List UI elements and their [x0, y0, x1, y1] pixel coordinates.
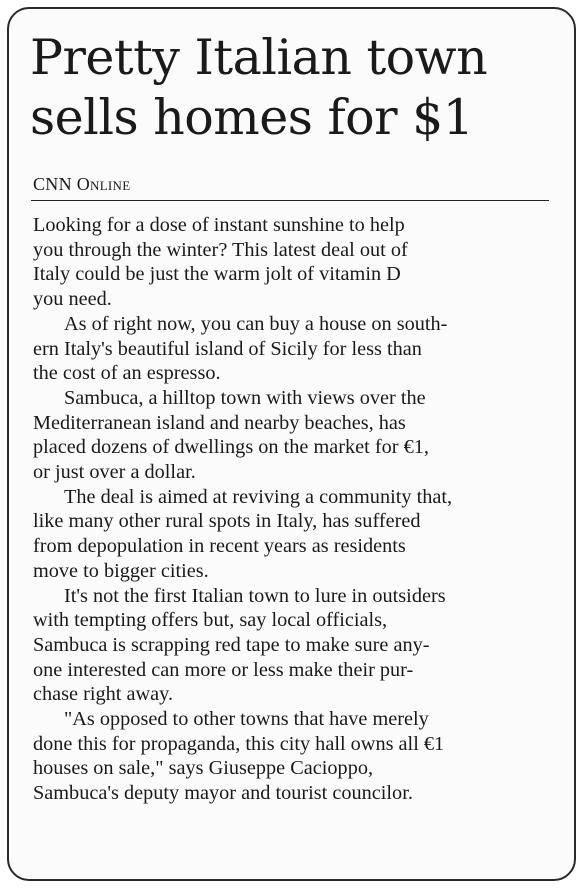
- body-line: As of right now, you can buy a house on south-: [64, 312, 448, 335]
- article-headline: [30, 28, 560, 148]
- body-line: you need.: [33, 288, 112, 311]
- body-line: done this for propaganda, this city hall owns all €1: [33, 732, 445, 755]
- body-line: Italy could be just the warm jolt of vitamin D: [33, 263, 401, 286]
- article-body: [33, 213, 553, 806]
- body-line: Looking for a dose of instant sunshine to help: [33, 214, 405, 236]
- body-line: the cost of an espresso.: [33, 362, 221, 385]
- body-line: you through the winter? This latest deal out of: [33, 238, 408, 261]
- body-line: "As opposed to other towns that have merely: [64, 708, 429, 731]
- headline-line: Pretty Italian town: [30, 29, 488, 86]
- byline-divider: [31, 200, 549, 201]
- body-line: Mediterranean island and nearby beaches, has: [33, 411, 406, 434]
- body-line: move to bigger cities.: [33, 559, 209, 582]
- body-line: chase right away.: [33, 683, 174, 706]
- body-line: houses on sale," says Giuseppe Cacioppo,: [33, 757, 374, 780]
- body-line: with tempting offers but, say local officials,: [33, 609, 388, 632]
- body-line: It's not the first Italian town to lure in outsiders: [64, 584, 446, 607]
- body-line: Sambuca is scrapping red tape to make sure any-: [33, 633, 430, 656]
- body-line: ern Italy's beautiful island of Sicily for less than: [33, 337, 422, 360]
- headline-line: sells homes for $1: [30, 89, 474, 146]
- body-line: Sambuca, a hilltop town with views over the: [64, 386, 426, 409]
- body-line: one interested can more or less make their pur-: [33, 658, 414, 681]
- body-line: Sambuca's deputy mayor and tourist councilor.: [33, 782, 413, 805]
- body-line: from depopulation in recent years as residents: [33, 535, 406, 558]
- body-line: like many other rural spots in Italy, has suffered: [33, 510, 421, 533]
- body-line: or just over a dollar.: [33, 461, 196, 484]
- body-line: placed dozens of dwellings on the market for €1,: [33, 436, 429, 459]
- body-line: The deal is aimed at reviving a community that,: [64, 485, 453, 508]
- article-byline: CNN Online: [33, 174, 131, 194]
